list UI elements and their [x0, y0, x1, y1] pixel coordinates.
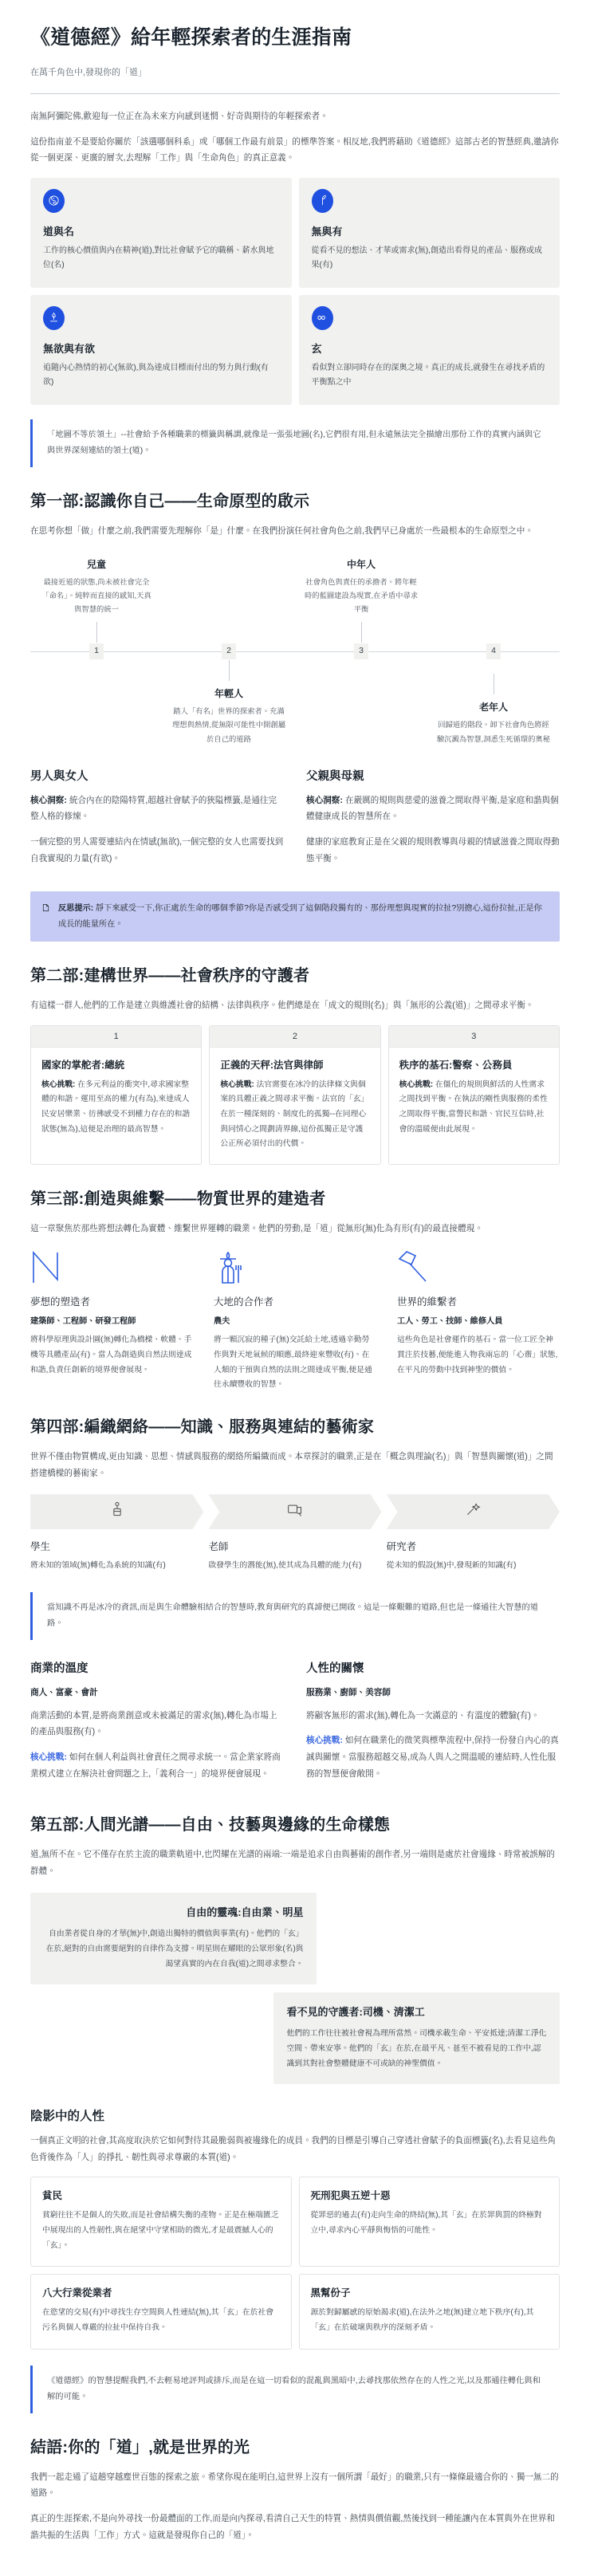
- concept-tile-title: 無欲與有欲: [43, 342, 96, 355]
- timeline-node-number: 4: [486, 643, 501, 659]
- shadow-card: [299, 2177, 560, 2267]
- card-body: 源於對歸屬感的原始渴求(道),在法外之地(無)建立地下秩序(有),其「玄」在於破壞與秩序的深刻矛盾。: [310, 2308, 534, 2332]
- column-title: 人性的關懷: [306, 1662, 364, 1676]
- timeline-desc: 回歸道的階段。卸下社會角色將經驗沉澱為智慧,洞悉生死循環的奧秘: [436, 721, 551, 743]
- block-title: 自由的靈魂:自由業、明星: [186, 1905, 304, 1918]
- concept-tile-desc: 工作的核心價值與內在精神(道),對比社會賦予它的職稱、薪水與地位(名): [43, 246, 274, 270]
- concept-tile: [299, 295, 560, 405]
- chevron-desc: 將未知的領域(無)轉化為系統的知識(有): [30, 1561, 166, 1571]
- concept-tile-title: 道與名: [43, 225, 75, 238]
- card-body: 從罪惡的過去(有)走向生命的終結(無),其「玄」在於罪與罰的終極對立中,尋求內心平靜與悔悟的可能性。: [310, 2211, 542, 2236]
- part3-heading: 第三部:創造與維繫——物質世界的建造者: [30, 1190, 326, 1208]
- part4-heading: 第四部:編織網絡——知識、服務與連結的藝術家: [30, 1418, 375, 1436]
- card-title: 黑幫份子: [310, 2287, 351, 2299]
- part3-lede: 這一章聚焦於那些將想法轉化為實體、維繫世界運轉的職業。他們的勞動,是「道」從無形(無)化為有形(有)的最直接體現。: [30, 1223, 483, 1233]
- concept-tile-title: 玄: [311, 342, 322, 355]
- column-body: 將顧客無形的需求(無),轉化為一次滿意的、有溫度的體驗(有)。: [306, 1710, 540, 1721]
- part1-lede: 在思考你想「做」什麼之前,我們需要先理解你「是」什麼。在我們扮演任何社會角色之前,我們早已身處於一些最根本的生命原型之中。: [30, 525, 533, 536]
- card-number: 1: [31, 1026, 201, 1048]
- column-roles: 工人、勞工、技師、維修人員: [397, 1317, 503, 1327]
- insight-text: 統合內在的陰陽特質,超越社會賦予的狹隘標籤,是通往完整人格的修煉。: [30, 795, 277, 822]
- challenge-label: 核心挑戰:: [306, 1736, 343, 1746]
- farmer-icon: [214, 1248, 376, 1284]
- shadow-card: [30, 2177, 292, 2267]
- yin-yang-icon: [43, 189, 65, 213]
- intro-paragraph-2: 這份指南並不是要給你關於「該選哪個科系」或「哪個工作最有前景」的標準答案。相反地,我們將藉助《道德經》這部古老的智慧經典,邀請你從一個更深、更廣的層次,去理解「工作」與「生命角色」的真正意義。: [30, 136, 559, 163]
- part4-columns: [30, 1645, 560, 1791]
- part4-column-care: [306, 1645, 560, 1791]
- card-title: 貧民: [42, 2190, 63, 2202]
- zigzag-gap: [30, 1984, 560, 1992]
- column-roles: 服務業、廚師、美容師: [306, 1688, 391, 1698]
- concept-tile-desc: 看似對立卻同時存在的深奧之境。真正的成長,就發生在尋找矛盾的平衡點之中: [311, 363, 545, 387]
- challenge-label: 核心挑戰:: [41, 1080, 76, 1089]
- part2-card-grid: [30, 1025, 560, 1165]
- block-title: 看不見的守護者:司機、清潔工: [286, 2005, 425, 2018]
- chevron-banner: [208, 1494, 381, 1529]
- timeline-label-top-3: [295, 557, 427, 643]
- challenge-text: 如何在個人利益與社會責任之間尋求統一。當企業家將商業模式建立在解決社會問題之上,「義利合一」的境界便會展現。: [30, 1752, 281, 1779]
- column-title: 世界的維繫者: [397, 1296, 458, 1308]
- card-number: 3: [389, 1026, 559, 1048]
- part3-column: [30, 1248, 193, 1392]
- timeline-stem: [361, 622, 362, 643]
- chevron-label: [208, 1539, 381, 1573]
- chevron-desc: 啟發學生的潛能(無),使其成為具體的能力(有): [208, 1561, 362, 1571]
- card-title: 八大行業從業者: [42, 2287, 112, 2299]
- column-roles: 商人、富豪、會計: [30, 1688, 98, 1698]
- column-title: 大地的合作者: [214, 1296, 274, 1308]
- timeline-label-bot-4: [427, 674, 560, 745]
- part1-columns: [30, 753, 560, 876]
- conclusion-paragraph-1: 我們一起走過了這趟穿越塵世百態的探索之旅。希望你現在能明白,這世界上沒有一個所謂「最好」的職業,只有一條條最適合你的、獨一無二的道路。: [30, 2472, 559, 2499]
- conclusion-paragraph-2: 真正的生涯探索,不是向外尋找一份最體面的工作,而是向內探尋,看清自己天生的特質、熱情與價值觀,然後找到一種能讓內在本質與外在世界和諧共振的生活與「工作」方式。這就是發現你自己的「道」。: [30, 2514, 555, 2540]
- challenge-label: 核心挑戰:: [30, 1752, 67, 1762]
- zigzag-row: [30, 1992, 560, 2084]
- part4-callout-text: 當知識不再是冰冷的資訊,而是與生命體驗相結合的智慧時,教育與研究的真諦便已開啟。這是一條艱難的道路,但也是一條通往大智慧的道路。: [47, 1603, 539, 1628]
- concept-tile: [30, 295, 292, 405]
- part4-chevron-banners: [30, 1494, 560, 1529]
- reflection-label: 反思提示:: [58, 904, 94, 914]
- part3-column: [214, 1248, 376, 1392]
- chevron-label: [30, 1539, 203, 1573]
- card-title: 死刑犯與五逆十惡: [310, 2190, 391, 2202]
- compass-pen-icon: [30, 1248, 193, 1284]
- concept-tile-desc: 從看不見的想法、才華或需求(無),創造出看得見的產品、服務或成果(有): [311, 246, 542, 270]
- chevron-title: 研究者: [386, 1541, 417, 1553]
- chevron-label: [387, 1539, 560, 1573]
- hammer-icon: [397, 1248, 560, 1284]
- page-subtitle: 在萬千角色中,發現你的「道」: [30, 68, 148, 78]
- insight-label: 核心洞察:: [30, 795, 67, 805]
- timeline-title: 中年人: [346, 558, 376, 570]
- timeline-axis: [30, 643, 560, 660]
- part5-zigzag: [30, 1893, 560, 2085]
- insight-label: 核心洞察:: [306, 795, 343, 805]
- timeline-label-bot-2: [163, 660, 295, 746]
- timeline-title: 老年人: [478, 702, 508, 714]
- note-icon: [41, 901, 50, 932]
- card-title: 正義的天秤:法官與律師: [220, 1059, 324, 1071]
- column-body: 健康的家庭教育正是在父親的規則教導與母親的情感滋養之間取得動態平衡。: [306, 837, 560, 863]
- column-title: 夢想的塑造者: [30, 1296, 91, 1308]
- timeline-node-number: 2: [222, 643, 236, 659]
- seed-sprout-icon: [312, 189, 333, 213]
- page-title: 《道德經》給年輕探索者的生涯指南: [30, 26, 352, 49]
- shadow-heading: 陰影中的人性: [30, 2110, 105, 2124]
- column-roles: 建築師、工程師、研發工程師: [30, 1317, 136, 1327]
- teacher-board-icon: [286, 1502, 304, 1522]
- intro-callout: [30, 419, 560, 467]
- timeline-desc: 社會角色與責任的承擔者。將年輕時的藍圖建設為現實,在矛盾中尋求平衡: [304, 577, 419, 613]
- part5-heading: 第五部:人間光譜——自由、技藝與邊緣的生命樣態: [30, 1816, 391, 1835]
- timeline-desc: 最接近道的狀態,尚未被社會完全「命名」。純粹而直接的感知,天真與智慧的統一: [41, 577, 151, 613]
- numbered-card: [209, 1025, 380, 1165]
- research-flask-icon: [464, 1502, 482, 1522]
- zigzag-block-freedom: [30, 1893, 317, 1984]
- timeline-title: 年輕人: [214, 688, 243, 700]
- card-number: 2: [210, 1026, 380, 1048]
- column-title: 商業的溫度: [30, 1662, 88, 1676]
- timeline-node-number: 3: [354, 643, 368, 659]
- column-title: 男人與女人: [30, 769, 88, 783]
- chevron-desc: 從未知的假設(無)中,發現新的知識(有): [386, 1561, 517, 1571]
- timeline-stem: [96, 622, 97, 643]
- column-body: 商業活動的本質,是將商業創意或未被滿足的需求(無),轉化為市場上的產品與服務(有)。: [30, 1710, 277, 1737]
- concept-tile-title: 無與有: [311, 225, 343, 238]
- card-title: 國家的掌舵者:總統: [41, 1059, 125, 1071]
- timeline-top-labels: [30, 557, 560, 643]
- chevron-banner: [30, 1494, 203, 1529]
- part1-column-men-women: [30, 753, 284, 876]
- challenge-label: 核心挑戰:: [220, 1080, 254, 1089]
- column-body: 一個完整的男人需要連結內在情感(無欲),一個完整的女人也需要找到自我實現的力量(有欲)。: [30, 837, 284, 863]
- concept-tile: [299, 178, 560, 288]
- part4-chevron-labels: [30, 1539, 560, 1573]
- shadow-lede: 一個真正文明的社會,其高度取決於它如何對待其最脆弱與被邊緣化的成員。我們的目標是引導自己穿透社會賦予的負面標籤(名),去看見這些角色背後作為「人」的掙扎、韌性與尋求尊嚴的本質(道)。: [30, 2136, 557, 2162]
- timeline-node-number: 1: [89, 643, 104, 659]
- timeline-title: 兒童: [86, 558, 106, 570]
- column-title: 父親與母親: [306, 769, 364, 783]
- timeline-label-top-1: [30, 557, 163, 643]
- shadow-callout-text: 《道德經》的智慧提醒我們,不去輕易地評判或排斥,而是在這一切看似的混亂與黑暗中,去尋找那依然存在的人性之光,以及那通往轉化與和解的可能。: [47, 2376, 541, 2401]
- challenge-text: 在多元利益的衝突中,尋求國家整體的和諧。運用至高的權力(有為),來達成人民安居樂業、彷彿感受不到權力存在的和諧狀態(無為),這便是治理的最高智慧。: [41, 1080, 191, 1134]
- life-stage-timeline: [30, 557, 560, 746]
- part3-column: [397, 1248, 560, 1392]
- chevron-title: 學生: [30, 1541, 51, 1553]
- part2-lede: 有這樣一群人,他們的工作是建立與維護社會的結構、法律與秩序。他們總是在「成文的規則(名)」與「無形的公義(道)」之間尋求平衡。: [30, 1001, 534, 1011]
- card-title: 秩序的基石:警察、公務員: [399, 1059, 513, 1071]
- concept-tile-desc: 追隨內心熱情的初心(無欲),與為達成目標而付出的努力與行動(有欲): [43, 363, 269, 387]
- challenge-text: 法官需要在冰冷的法律條文與個案的具體正義之間尋求平衡。法官的「玄」在於一種深刻的、制度化的孤獨--在同理心與同情心之間劃清界線,這份孤獨正是守護公正所必須付出的代價。: [220, 1080, 369, 1149]
- reflection-text: [58, 901, 547, 932]
- student-icon: [109, 1501, 125, 1523]
- concept-tile-grid: [30, 178, 560, 405]
- chevron-banner: [387, 1494, 560, 1529]
- timeline-desc: 踏入「有名」世界的探索者。充滿理想與熱情,從無限可能性中開創屬於自己的道路: [171, 707, 286, 743]
- shadow-card: [30, 2274, 292, 2349]
- intro-paragraph-1: 南無阿彌陀佛,歡迎每一位正在為未來方向感到迷惘、好奇與期待的年輕探索者。: [30, 111, 328, 121]
- reflection-body: 靜下來感受一下,你正處於生命的哪個季節?你是否感受到了這個階段獨有的、那份理想與現實的拉扯?別擔心,這份拉扯,正是你成長的能量所在。: [58, 904, 542, 929]
- chevron-title: 老師: [208, 1541, 229, 1553]
- infinity-icon: [312, 306, 333, 330]
- insight-text: 在嚴厲的規則與慈愛的滋養之間取得平衡,是家庭和諧與個體健康成長的智慧所在。: [306, 795, 559, 822]
- numbered-card: [388, 1025, 560, 1165]
- column-body: 將科學原理與設計圖(無)轉化為橋樑、軟體、手機等具體產品(有)。當人為創造與自然法則達成和諧,負責任創新的境界便會展現。: [30, 1335, 192, 1375]
- challenge-label: 核心挑戰:: [399, 1080, 434, 1089]
- timeline-nodes: [30, 643, 560, 660]
- timeline-node[interactable]: [30, 643, 163, 660]
- block-body: 自由業者從自身的才華(無)中,創造出獨特的價值與事業(有)。他們的「玄」在於,絕對的自由需要絕對的自律作為支撐。明星則在耀眼的公眾形象(名)與渴望真實的內在自我(道)之間尋求整合。: [45, 1929, 304, 1968]
- part4-lede: 世界不僅由物質構成,更由知識、思想、情感與服務的網絡所編織而成。本章探討的職業,正是在「概念與理論(名)」與「智慧與關懷(道)」之間搭建橋樑的藝術家。: [30, 1451, 553, 1478]
- column-roles: 農夫: [214, 1317, 230, 1327]
- column-body: 這些角色是社會運作的基石。當一位工匠全神貫注於技藝,便能進入物我兩忘的「心齋」狀態,在平凡的勞動中找到神聖的價值。: [397, 1335, 558, 1375]
- challenge-text: 如何在職業化的微笑與標準流程中,保持一份發自內心的真誠與關懷。當服務超越交易,成為人與人之間溫暖的連結時,人性化服務的智慧便會敞開。: [306, 1736, 559, 1779]
- shadow-callout: [30, 2366, 560, 2413]
- timeline-stem: [229, 660, 230, 681]
- part3-icon-grid: [30, 1248, 560, 1392]
- card-body: 貧窮往往不是個人的失敗,而是社會結構失衡的產物。正是在極端匱乏中展現出的人性韌性,與在絕望中守望相助的微光,才是最震撼人心的「玄」。: [42, 2211, 279, 2250]
- part4-callout: [30, 1592, 560, 1640]
- part5-lede: 道,無所不在。它不僅存在於主流的職業軌道中,也閃耀在光譜的兩端:一端是追求自由與藝術的創作者,另一端則是處於社會邊緣、時常被誤解的群體。: [30, 1850, 555, 1876]
- shadow-card: [299, 2274, 560, 2349]
- part1-column-father-mother: [306, 753, 560, 876]
- concept-tile: [30, 178, 292, 288]
- part1-heading: 第一部:認識你自己——生命原型的啟示: [30, 492, 310, 510]
- reflection-callout: [30, 891, 560, 942]
- title-divider: [30, 93, 560, 94]
- zigzag-row: [30, 1893, 560, 1984]
- timeline-node[interactable]: [427, 643, 560, 660]
- timeline-node[interactable]: [163, 643, 295, 660]
- conclusion-heading: 結語:你的「道」,就是世界的光: [30, 2438, 250, 2456]
- timeline-bottom-labels: [30, 660, 560, 746]
- block-body: 他們的工作往往被社會視為理所當然。司機承載生命、平安抵達;清潔工淨化空間、帶來安寧。他們的「玄」在於,在最平凡、甚至不被看見的工作中,認識到其對社會整體健康不可或缺的神聖價值。: [286, 2028, 547, 2069]
- challenge-text: 在僵化的規則與鮮活的人性需求之間找到平衡。在執法的剛性與服務的柔性之間取得平衡,當警民和諧、官民互信時,社會的溫暖便由此展現。: [399, 1080, 548, 1134]
- numbered-card: [30, 1025, 202, 1165]
- intro-callout-text: 「地圖不等於領土」--社會給予各種職業的標籤與稱謂,就像是一張張地圖(名),它們很有用,但永遠無法完全描繪出那份工作的真實內涵與它與世界深刻連結的領土(道)。: [47, 430, 541, 455]
- zigzag-block-guardians: [273, 1992, 560, 2084]
- part2-heading: 第二部:建構世界——社會秩序的守護者: [30, 967, 310, 985]
- column-body: 將一顆沉寂的種子(無)交託給土地,透過辛勤勞作與對天地氣候的順應,最終迎來豐收(有)。在人類的干預與自然的法則之間達成平衡,便是通往永續豐收的智慧。: [214, 1335, 372, 1390]
- flame-path-icon: [43, 306, 65, 330]
- part4-column-business: [30, 1645, 284, 1791]
- card-body: 在慾望的交易(有)中尋找生存空間與人性連結(無),其「玄」在於社會污名與個人尊嚴的拉扯中保持自我。: [42, 2308, 274, 2332]
- shadow-card-grid: [30, 2177, 560, 2349]
- timeline-node[interactable]: [295, 643, 427, 660]
